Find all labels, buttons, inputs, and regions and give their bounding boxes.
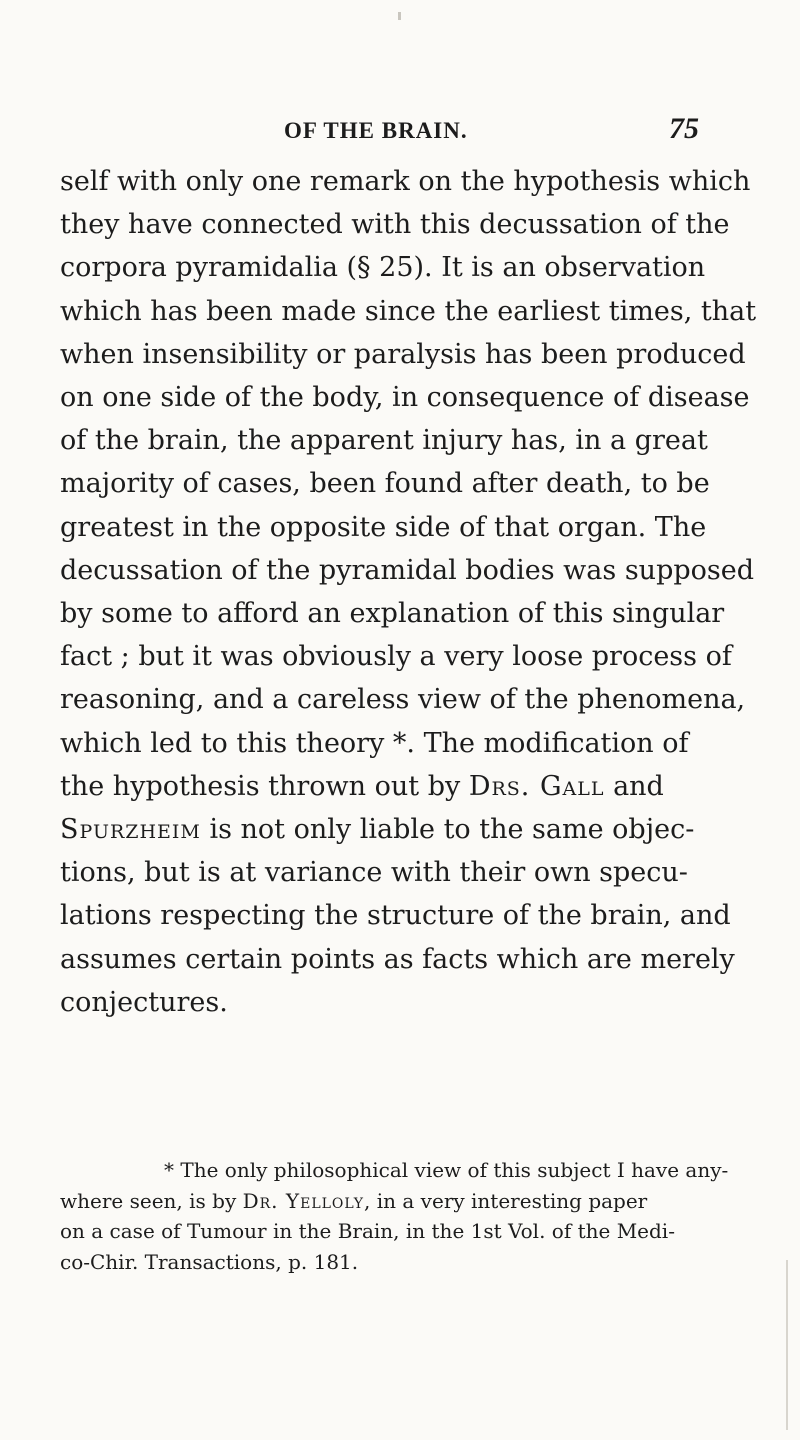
body-line: majority of cases, been found after death, to be [60,468,710,500]
body-line [60,808,750,851]
running-title: OF THE BRAIN. [284,118,468,143]
body-line: by some to afford an explanation of this singular [60,598,725,630]
body-line [60,765,750,808]
body-line: when insensibility or paralysis has been produced [60,338,746,370]
body-line: of the brain, the apparent injury has, in a great [60,425,708,457]
text-fragment: , in a very interesting paper [364,1188,648,1213]
text-fragment: the hypothesis thrown out by [60,770,469,802]
body-line: self with only one remark on the hypothesis which [60,166,751,197]
footnote-line [60,1186,760,1217]
body-line: greatest in the opposite side of that organ. The [60,511,707,543]
body-line: fact ; but it was obviously a very loose process of [60,641,732,673]
body-line: on one side of the body, in consequence of disease [60,382,750,414]
text-fragment: is not only liable to the same objec- [200,814,695,846]
footnote-line: co-Chir. Transactions, p. 181. [60,1249,359,1274]
page-edge-shadow [786,1260,788,1430]
footnote-line: * The only philosophical view of this subject I have any- [164,1158,729,1182]
footnote-line: on a case of Tumour in the Brain, in the 1st Vol. of the Medi- [60,1219,675,1243]
text-fragment: where seen, is by [60,1188,243,1213]
body-line: they have connected with this decussation of the [60,209,730,241]
running-head [0,112,800,158]
body-line: which has been made since the earliest times, that [60,295,757,327]
footnote [60,1155,760,1277]
scan-speck [398,12,401,20]
body-text [60,160,757,1024]
body-line: reasoning, and a careless view of the phenomena, [60,684,746,716]
body-line: assumes certain points as facts which are merely [60,943,735,975]
body-line: which led to this theory *. The modification of [60,727,689,759]
body-line: tions, but is at variance with their own specu- [60,857,688,889]
body-line: decussation of the pyramidal bodies was supposed [60,554,755,586]
body-line: corpora pyramidalia (§ 25). It is an observation [60,252,706,284]
author-names-gall: Drs. Gall [468,770,605,802]
body-line: conjectures. [60,986,228,1018]
text-fragment: and [604,770,664,802]
page-number: 75 [669,112,699,145]
author-name-spurzheim: Spurzheim [60,814,201,846]
body-line: lations respecting the structure of the brain, and [60,900,731,932]
author-name-yelloly: Dr. Yelloly [242,1188,365,1213]
